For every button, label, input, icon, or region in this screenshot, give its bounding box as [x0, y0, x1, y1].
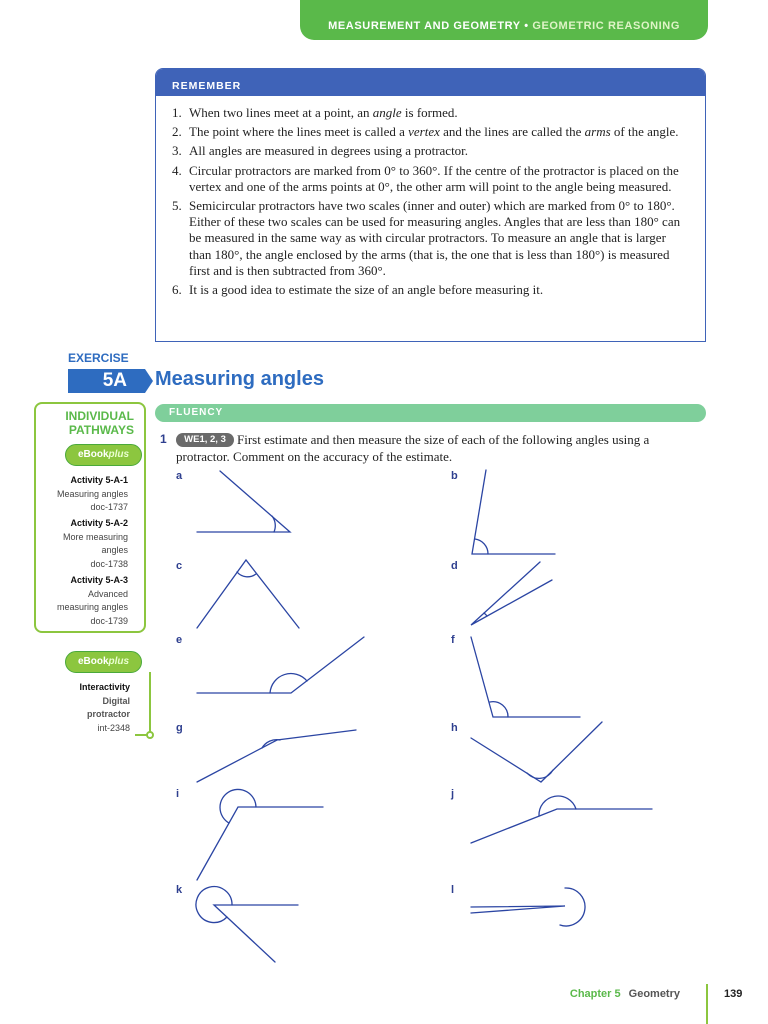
activity-detail: doc-1738: [90, 558, 128, 569]
interactivity-title-1: Digital: [102, 695, 130, 706]
activity-detail: doc-1737: [90, 502, 128, 512]
remember-item-number: 2.: [172, 124, 182, 140]
angle-b: [472, 470, 555, 554]
interactivity-doc: int-2348: [97, 722, 130, 733]
remember-item-text: Circular protractors are marked from 0° to 360°. If the centre of the protractor is placed on the vertex and one of the arms points at 0°, the other arm will point to the angle being measured.: [189, 162, 679, 194]
remember-item-text: It is a good idea to estimate the size of an angle before measuring it.: [189, 282, 544, 298]
remember-item-text: When two lines meet at a point, an angle is formed.: [189, 105, 458, 120]
angle-f: [471, 637, 580, 717]
activity-detail: Measuring angles: [56, 488, 128, 499]
ebook-word: eBook: [77, 656, 109, 667]
angle-label-k: k: [176, 884, 183, 896]
angle-label-e: e: [176, 634, 183, 646]
angle-l: [471, 888, 585, 926]
remember-item-number: 5.: [172, 198, 182, 214]
angle-label-h: h: [451, 722, 458, 734]
pathways-title-line1: INDIVIDUAL: [65, 409, 134, 423]
remember-item-number: 1.: [172, 105, 182, 120]
ebook-plus-word: plus: [108, 449, 130, 460]
angle-label-i: i: [176, 788, 180, 800]
remember-item-number: 6.: [172, 282, 182, 298]
interactivity-title-2: protractor: [86, 709, 130, 719]
activity-detail: More measuring: [62, 531, 128, 542]
pathways-title-line2: PATHWAYS: [68, 423, 134, 437]
question-text: First estimate and then measure the size of each of the following angles using a protractor. Comment on the accuracy of the estimate.: [176, 432, 650, 464]
remember-item-text: The point where the lines meet is called a vertex and the lines are called the arms of the angle.: [189, 124, 679, 140]
exercise-label: EXERCISE: [68, 351, 129, 365]
header-separator: •: [520, 20, 533, 32]
angle-label-g: g: [176, 722, 183, 734]
footer-rule: [706, 984, 708, 1024]
angle-j: [471, 796, 652, 843]
angle-c: [197, 560, 299, 628]
worked-example-link[interactable]: WE1, 2, 3: [176, 433, 234, 447]
angle-g: [197, 730, 356, 782]
activity-name: Activity 5-A-3: [70, 575, 128, 585]
ebook-word: eBook: [77, 449, 109, 460]
fluency-bar: FLUENCY: [155, 404, 706, 422]
footer-chapter: [570, 988, 680, 1000]
angle-label-c: c: [176, 560, 183, 572]
remember-item-text: Semicircular protractors have two scales (inner and outer) which are marked from 0° to 180°. Either of these two scales can be used for measuring angles. Angles that are less than 180° can be measured in the same way as with circular protractors. To measure an angle that is larger than 180°, the angle enclosed by the arms (that is, the one that is less than 180°) is measured first and is then subtracted from 360°.: [189, 198, 681, 278]
angle-e: [197, 637, 364, 693]
angle-label-f: f: [451, 634, 455, 646]
page-number: 139: [724, 988, 743, 1000]
angle-i: [197, 789, 323, 880]
angle-label-j: j: [451, 788, 455, 800]
activity-name: Activity 5-A-1: [70, 475, 128, 485]
angle-label-l: l: [451, 884, 455, 896]
ebook-plus-word: plus: [108, 656, 130, 667]
remember-title: REMEMBER: [156, 69, 705, 96]
activity-name: Activity 5-A-2: [70, 518, 128, 528]
remember-item-number: 4.: [172, 162, 182, 178]
activity-detail: Advanced: [87, 588, 128, 599]
angle-label-a: a: [176, 470, 183, 482]
activity-detail: measuring angles: [56, 602, 128, 612]
angle-label-b: b: [451, 470, 458, 482]
activity-detail: angles: [101, 545, 128, 555]
activity-detail: doc-1739: [90, 615, 128, 626]
footer-section: Geometry: [628, 988, 680, 1000]
angle-k: [196, 887, 298, 962]
exercise-title: Measuring angles: [155, 368, 324, 390]
remember-item-number: 3.: [172, 143, 182, 159]
angle-a: [197, 471, 290, 532]
question-number: 1: [160, 432, 167, 446]
exercise-number: 5A: [102, 370, 127, 391]
header-strand: MEASUREMENT AND GEOMETRY: [328, 20, 521, 32]
angle-d: [471, 562, 552, 625]
header-topic: GEOMETRIC REASONING: [532, 20, 680, 32]
angle-h: [471, 722, 602, 782]
angle-label-d: d: [451, 560, 458, 572]
remember-item-text: All angles are measured in degrees using a protractor.: [189, 143, 469, 159]
footer-chapter-number: Chapter 5: [569, 988, 621, 1000]
interactivity-name: Interactivity: [79, 682, 130, 692]
